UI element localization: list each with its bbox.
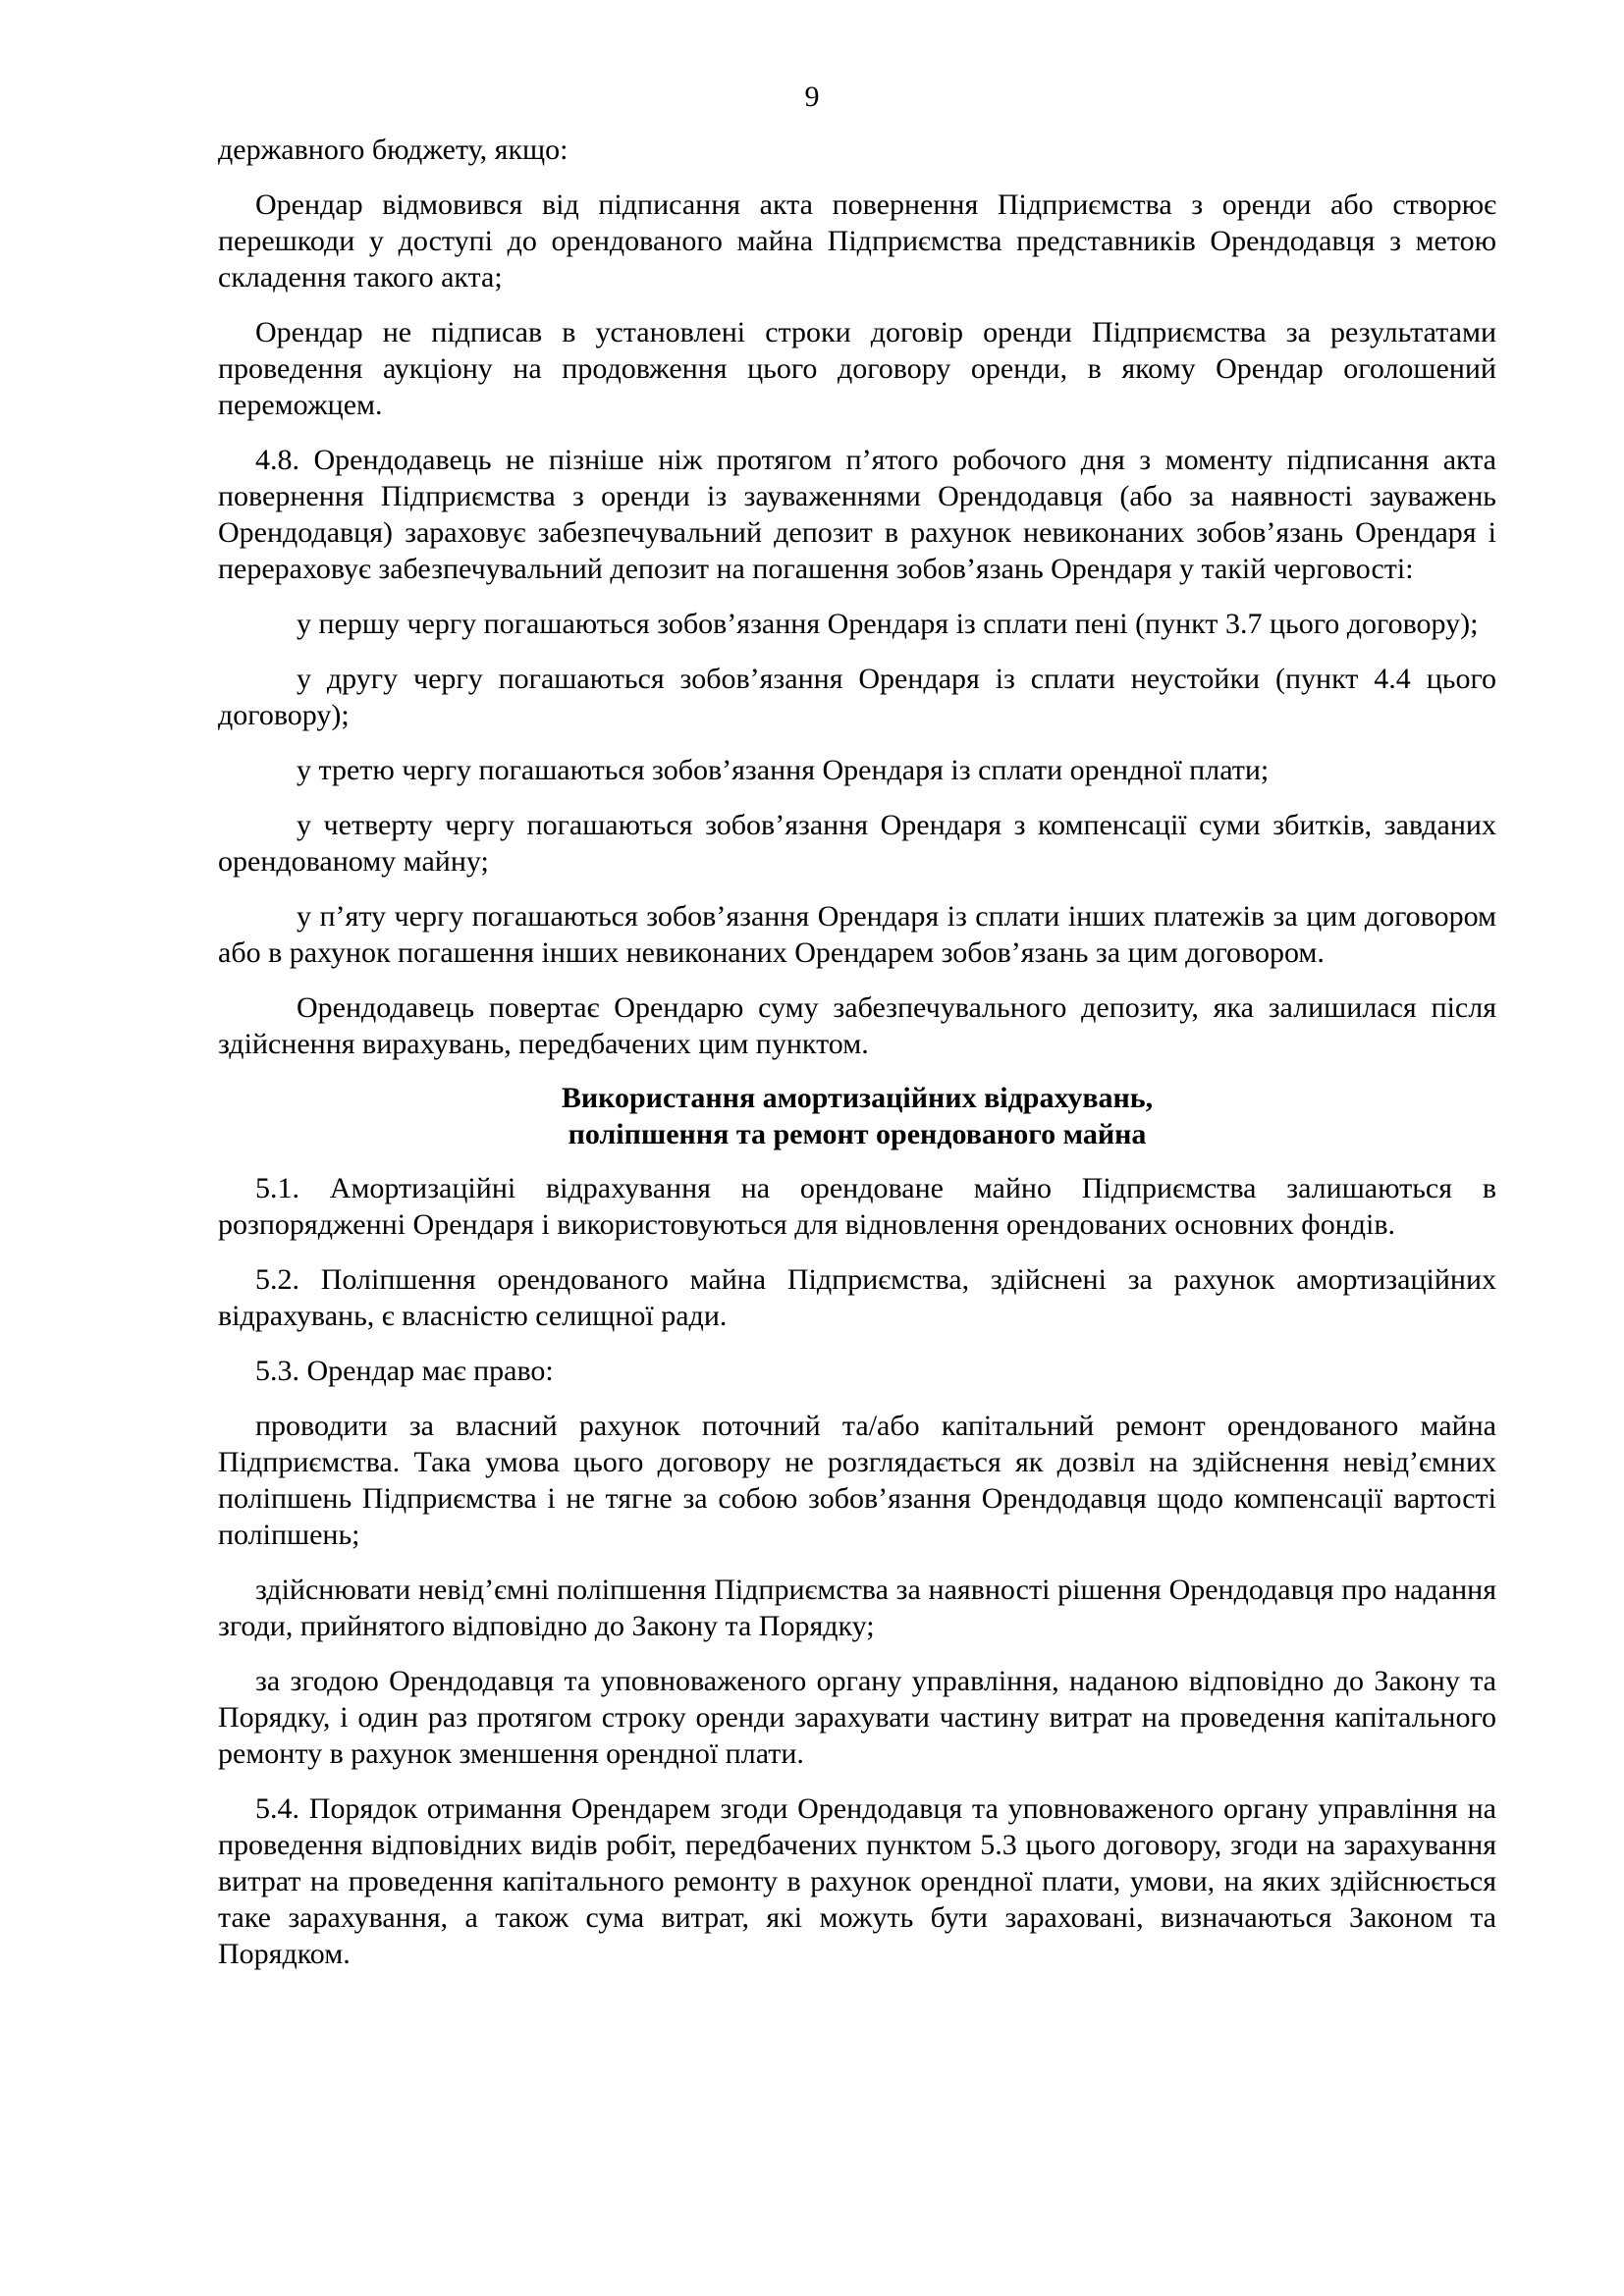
paragraph-refused-signing: Орендар відмовився від підписання акта повернення Підприємства з оренди або створює перешкоди у доступі до орендованого майна Підприємства представників Орендодавця з метою складення такого акта;: [218, 188, 1496, 294]
paragraph-fifth-priority: у п’яту чергу погашаються зобов’язання Орендаря із сплати інших платежів за цим договором або в рахунок погашення інших невиконаних Орендарем зобов’язань за цим договором.: [218, 900, 1496, 969]
section-heading: [218, 1080, 1496, 1152]
paragraph-improvements: здійснювати невід’ємні поліпшення Підприємства за наявності рішення Орендодавця про надання згоди, прийнятого відповідно до Закону та Порядку;: [218, 1574, 1496, 1642]
paragraph-clause-4-8: 4.8. Орендодавець не пізніше ніж протягом п’ятого робочого дня з моменту підписання акта повернення Підприємства з оренди із зауваженнями Орендодавця (або за наявності зауважень Орендодавця) зараховує забезпечувальний депозит в рахунок невиконаних зобов’язань Орендаря і перераховує забезпечувальний депозит на погашення зобов’язань Орендаря у такій черговості:: [218, 444, 1496, 585]
paragraph-third-priority: у третю чергу погашаються зобов’язання Орендаря із сплати орендної плати;: [297, 754, 1270, 786]
paragraph-second-priority: у другу чергу погашаються зобов’язання Орендаря із сплати неустойки (пункт 4.4 цього договору);: [218, 663, 1496, 731]
paragraph-consent-capital-repair: за згодою Орендодавця та уповноваженого органу управління, наданою відповідно до Закону та Порядку, і один раз протягом строку оренди зарахувати частину витрат на проведення капітального ремонту в рахунок зменшення орендної плати.: [218, 1665, 1496, 1770]
paragraph-current-repair: проводити за власний рахунок поточний та/або капітальний ремонт орендованого майна Підприємства. Така умова цього договору не розглядається як дозвіл на здійснення невід’ємних поліпшень Підприємства і не тягне за собою зобов’язання Орендодавця щодо компенсації вартості поліпшень;: [218, 1410, 1496, 1551]
document-body: [218, 82, 1496, 1972]
section-heading-line-2: поліпшення та ремонт орендованого майна: [568, 1118, 1147, 1150]
paragraph-budget-condition: державного бюджету, якщо:: [218, 133, 568, 166]
paragraph-clause-5-3: 5.3. Орендар має право:: [255, 1355, 554, 1387]
paragraph-first-priority: у першу чергу погашаються зобов’язання Орендаря із сплати пені (пункт 3.7 цього договору);: [297, 608, 1479, 640]
paragraph-not-signed-contract: Орендар не підписав в установлені строки договір оренди Підприємства за результатами проведення аукціону на продовження цього договору оренди, в якому Орендар оголошений переможцем.: [218, 316, 1496, 421]
paragraph-clause-5-1: 5.1. Амортизаційні відрахування на орендоване майно Підприємства залишаються в розпорядженні Орендаря і використовуються для відновлення орендованих основних фондів.: [218, 1172, 1496, 1241]
paragraph-deposit-return: Орендодавець повертає Орендарю суму забезпечувального депозиту, яка залишилася після здійснення вирахувань, передбачених цим пунктом.: [218, 991, 1496, 1060]
section-heading-line-1: Використання амортизаційних відрахувань,: [561, 1082, 1154, 1114]
page-number: 9: [804, 80, 820, 113]
paragraph-clause-5-2: 5.2. Поліпшення орендованого майна Підприємства, здійснені за рахунок амортизаційних відрахувань, є власністю селищної ради.: [218, 1263, 1496, 1332]
paragraph-fourth-priority: у четверту чергу погашаються зобов’язання Орендаря з компенсації суми збитків, завданих орендованому майну;: [218, 809, 1496, 878]
paragraph-clause-5-4: 5.4. Порядок отримання Орендарем згоди Орендодавця та уповноваженого органу управління на проведення відповідних видів робіт, передбачених пунктом 5.3 цього договору, згоди на зарахування витрат на проведення капітального ремонту в рахунок орендної плати, умови, на яких здійснюється таке зарахування, а також сума витрат, які можуть бути зараховані, визначаються Законом та Порядком.: [218, 1792, 1496, 1970]
